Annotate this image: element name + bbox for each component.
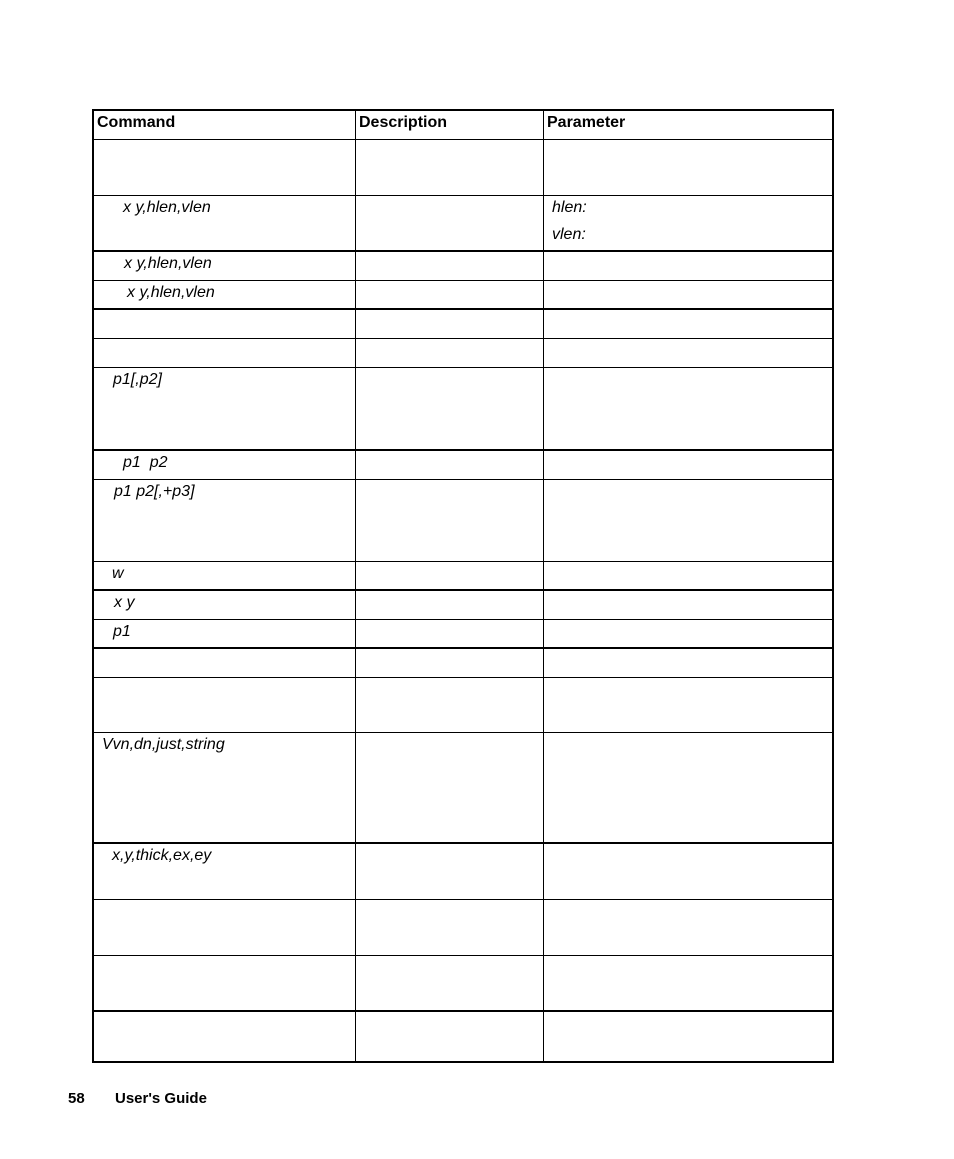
command-syntax: p1 p2 <box>123 454 168 471</box>
table-row <box>92 1012 834 1063</box>
table-row <box>92 678 834 733</box>
table-row <box>92 900 834 956</box>
table-row <box>92 649 834 678</box>
command-syntax: p1[,p2] <box>113 371 162 388</box>
command-syntax: x y,hlen,vlen <box>127 284 215 301</box>
command-syntax: w <box>112 565 124 582</box>
command-syntax: Vvn,dn,just,string <box>102 736 225 753</box>
footer-title: User's Guide <box>115 1090 207 1107</box>
table-row <box>92 562 834 591</box>
parameter-text: vlen: <box>552 226 586 243</box>
table-row <box>92 956 834 1012</box>
parameter-text: hlen: <box>552 199 587 216</box>
table-row <box>92 844 834 900</box>
table-header-row <box>92 109 834 140</box>
table-row <box>92 310 834 339</box>
table-row <box>92 368 834 451</box>
table-row <box>92 196 834 252</box>
table-row <box>92 451 834 480</box>
command-syntax: x y <box>114 594 135 611</box>
command-table <box>92 109 834 1063</box>
table-row <box>92 733 834 844</box>
header-parameter: Parameter <box>544 111 834 139</box>
command-syntax: p1 p2[,+p3] <box>114 483 195 500</box>
table-row <box>92 480 834 562</box>
table-row <box>92 339 834 368</box>
header-description: Description <box>356 111 544 139</box>
table-row <box>92 140 834 196</box>
table-row <box>92 252 834 281</box>
command-syntax: x y,hlen,vlen <box>123 199 211 216</box>
command-syntax: p1 <box>113 623 131 640</box>
table-row <box>92 281 834 310</box>
page-number: 58 <box>68 1090 85 1107</box>
table-row <box>92 591 834 620</box>
command-syntax: x,y,thick,ex,ey <box>112 847 212 864</box>
header-command: Command <box>92 111 356 139</box>
command-syntax: x y,hlen,vlen <box>124 255 212 272</box>
table-row <box>92 620 834 649</box>
